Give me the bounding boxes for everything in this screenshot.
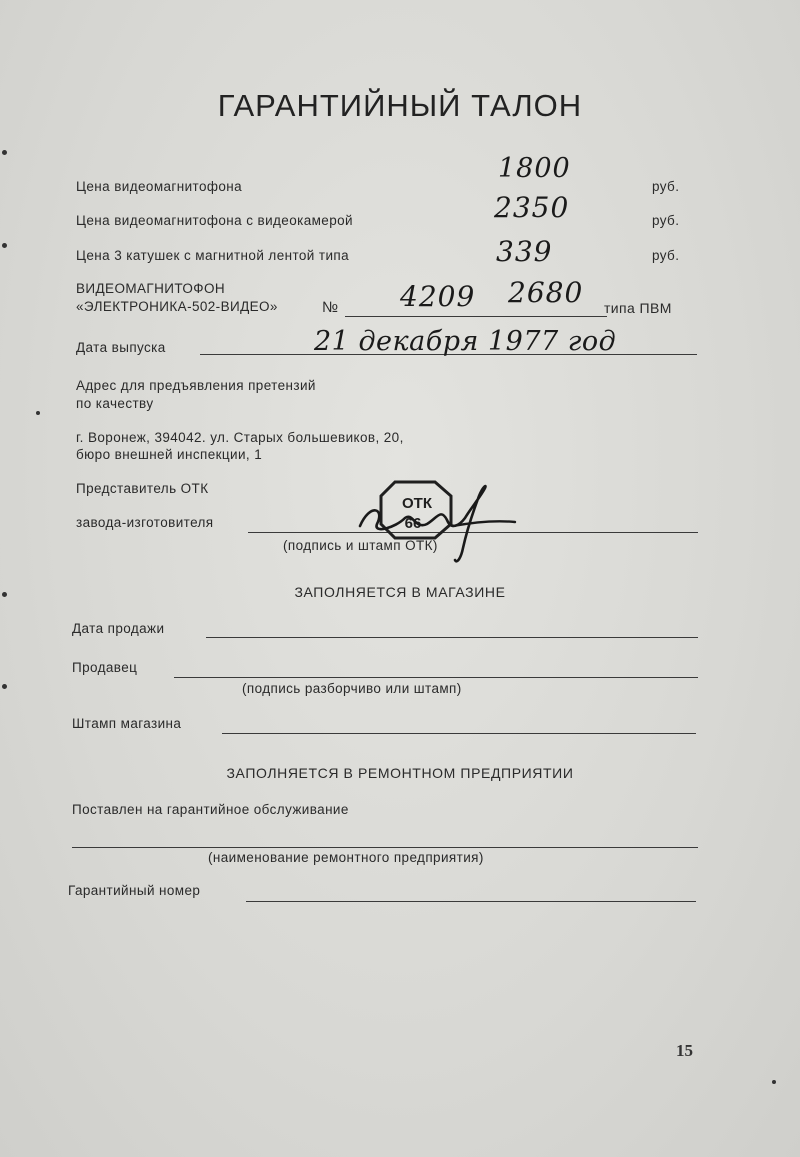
store-stamp-label: Штамп магазина [72,716,182,731]
otk-caption: (подпись и штамп ОТК) [283,538,438,553]
address-line2: бюро внешней инспекции, 1 [76,447,263,462]
service-line [72,847,698,848]
claims-label-line1: Адрес для предъявления претензий [76,378,316,393]
sale-date-label: Дата продажи [72,621,165,636]
number-sign: № [322,299,339,316]
warranty-number-line [246,901,696,902]
price-recorder-unit: руб. [652,179,680,194]
otk-stamp-and-signature [355,478,525,568]
repair-section-heading: ЗАПОЛНЯЕТСЯ В РЕМОНТНОМ ПРЕДПРИЯТИИ [226,765,574,781]
serial-line [345,316,607,317]
address-line1: г. Воронеж, 394042. ул. Старых большевиков, 20, [76,430,404,445]
page-title: ГАРАНТИЙНЫЙ ТАЛОН [217,88,583,123]
otk-label-line1: Представитель ОТК [76,481,209,496]
seller-caption: (подпись разборчиво или штамп) [242,681,462,696]
serial-number-2: 2680 [508,276,584,309]
seller-line [174,677,698,678]
price-tapes-label: Цена 3 катушек с магнитной лентой типа [76,248,350,263]
serial-number-1: 4209 [400,280,476,313]
type-suffix: типа ПВМ [604,300,672,316]
warranty-number-label: Гарантийный номер [68,883,201,898]
price-recorder-label: Цена видеомагнитофона [76,179,243,194]
price-tapes-value: 339 [496,235,553,268]
store-section-heading: ЗАПОЛНЯЕТСЯ В МАГАЗИНЕ [294,584,506,600]
device-label-line1: ВИДЕОМАГНИТОФОН [76,281,226,296]
page-number: 15 [676,1041,693,1060]
store-stamp-line [222,733,696,734]
seller-label: Продавец [72,660,138,675]
device-label-line2: «ЭЛЕКТРОНИКА-502-ВИДЕО» [76,299,278,314]
claims-label-line2: по качеству [76,396,154,411]
binding-mark [2,684,7,689]
sale-date-line [206,637,698,638]
service-label: Поставлен на гарантийное обслуживание [72,802,349,817]
price-tapes-unit: руб. [652,248,680,263]
price-recorder-camera-value: 2350 [494,191,570,224]
price-recorder-camera-label: Цена видеомагнитофона с видеокамерой [76,213,353,228]
speck [772,1080,776,1084]
otk-stamp-number: 66 [404,515,422,532]
otk-stamp-text: ОТК [402,495,432,512]
speck [36,411,40,415]
binding-mark [2,592,7,597]
otk-label-line2: завода-изготовителя [76,515,214,530]
release-date-value: 21 декабря 1977 год [314,326,617,357]
binding-mark [2,150,7,155]
release-date-label: Дата выпуска [76,340,166,355]
price-recorder-camera-unit: руб. [652,213,680,228]
service-caption: (наименование ремонтного предприятия) [208,850,484,865]
binding-mark [2,243,7,248]
price-recorder-value: 1800 [498,153,571,184]
